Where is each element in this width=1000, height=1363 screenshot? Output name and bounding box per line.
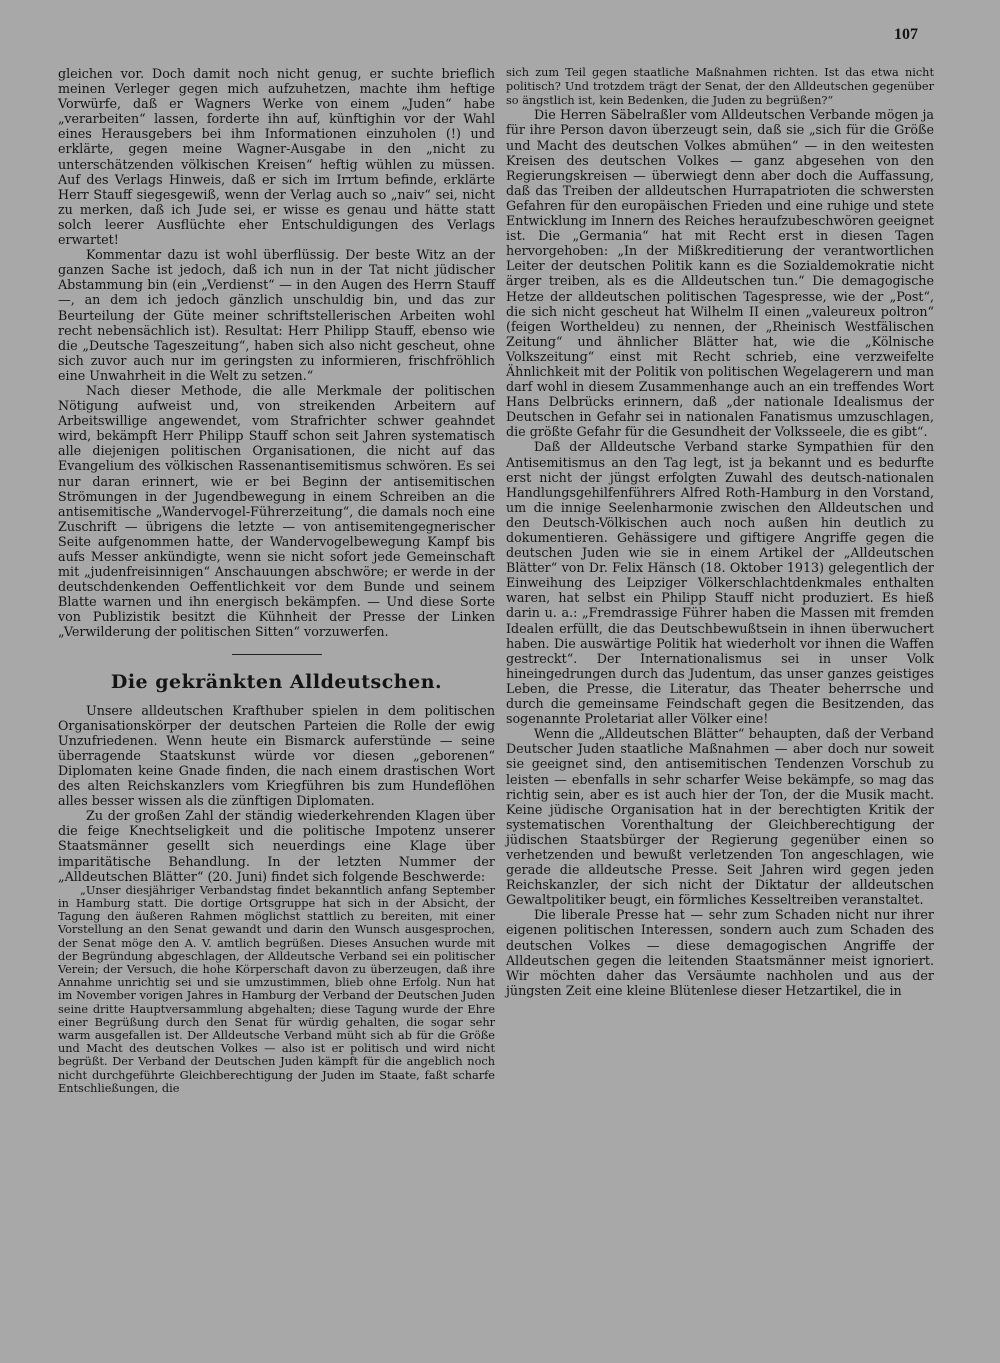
article-headline: Die gekränkten Alldeutschen.: [110, 670, 443, 693]
right-column: [506, 66, 934, 998]
paragraph: Die liberale Presse hat — sehr zum Schaden nicht nur ihrer eigenen politischen Interessen, sondern auch zum Schaden des deutschen Volkes — diese demagogischen Angriffe der Alldeutschen gegen die leitenden Staatsmänner meist ignoriert. Wir möchten daher das Versäumte nachholen und aus der jüngsten Zeit eine kleine Blütenlese dieser Hetzartikel, die in: [506, 907, 934, 998]
paragraph: Unsere alldeutschen Krafthuber spielen in dem politischen Organisationskörper der deutschen Parteien die Rolle der ewig Unzufriedenen. Wenn heute ein Bismarck auferstünde — seine überragende Staatskunst würde vor diesen „geborenen“ Diplomaten keine Gnade finden, die nach einem drastischen Wort des alten Reichskanzlers vom Kriegführen bis zum Hundeflöhen alles besser wissen als die zünftigen Diplomaten.: [58, 702, 495, 809]
paragraph: Kommentar dazu ist wohl überflüssig. Der beste Witz an der ganzen Sache ist jedoch, daß ich nun in der Tat nicht jüdischer Abstammung bin (ein „Verdienst“ — in den Augen des Herrn Stauff —, an dem ich jedoch gänzlich unschuldig bin, und das zur Beurteilung der Güte meiner schriftstellerischen Arbeiten wohl recht nebensächlich ist). Resultat: Herr Philipp Stauff, ebenso wie die „Deutsche Tageszeitung“, haben sich also nicht gescheut, ohne sich zuvor auch nur im geringsten zu informieren, frischfröhlich eine Unwahrheit in die Welt zu setzen.“: [58, 247, 495, 383]
paragraph: Daß der Alldeutsche Verband starke Sympathien für den Antisemitismus an den Tag legt, ist ja bekannt und es bedurfte erst nicht der jüngst erfolgten Zuwahl des deutsch-nationalen Handlungsgehilfenführers Alfred Roth-Hamburg in den Vorstand, um die innige Seelenharmonie zwischen den Alldeutschen und den Deutsch-Völkischen auch noch außen hin deutlich zu dokumentieren. Gehässigere und giftigere Angriffe gegen die deutschen Juden wie sie in einem Artikel der „Alldeutschen Blätter“ von Dr. Felix Hänsch (18. Oktober 1913) gelegentlich der Einweihung des Leipziger Völkerschlachtdenkmales enthalten waren, hat selbst ein Philipp Stauff nicht produziert. Es hieß darin u. a.: „Fremdrassige Führer haben die Massen mit fremden Idealen erfüllt, die das Deutschbewußtsein in ihnen überwuchert haben. Die auswärtige Politik hat wiederholt vor ihnen die Waffen gestreckt“. Der Internationalismus sei in unser Volk hineingedrungen durch das Judentum, das unser ganzes geistiges Leben, die Presse, die Literatur, das Theater beherrsche und durch die gemeinsame Feindschaft gegen die Besitzenden, das sogenannte Proletariat aller Völker eine!: [506, 439, 934, 727]
paragraph: Wenn die „Alldeutschen Blätter“ behaupten, daß der Verband Deutscher Juden staatliche Maßnahmen — aber doch nur soweit sie geeignet sind, den antisemitischen Tendenzen Vorschub zu leisten — ebenfalls in sehr scharfer Weise bekämpfe, so mag das richtig sein, aber es ist auch hier der Ton, der die Musik macht. Keine jüdische Organisation hat in der berechtigten Kritik der systematischen Vorenthaltung der Gleichberechtigung der jüdischen Staatsbürger der Regierung gegenüber einen so verhetzenden und bewußt verletzenden Ton angeschlagen, wie gerade die alldeutsche Presse. Seit Jahren wird gegen jeden Reichskanzler, der sich nicht der Diktatur der alldeutschen Gewaltpolitiker beugt, ein förmliches Kesseltreiben veranstaltet.: [506, 726, 934, 908]
left-column: [58, 66, 495, 1095]
section-divider: [232, 654, 322, 655]
paragraph: Die Herren Säbelraßler vom Alldeutschen Verbande mögen ja für ihre Person davon überzeugt sein, daß sie „sich für die Größe und Macht des deutschen Volkes abmühen“ — in den weitesten Kreisen des deutschen Volkes — ganz abgesehen von den Regierungskreisen — überwiegt denn aber doch die Auffassung, daß das Treiben der alldeutschen Hurrapatrioten die schwersten Gefahren für den europäischen Frieden und eine ruhige und stete Entwicklung im Innern des Reiches heraufzubeschwören geeignet ist. Die „Germania“ hat mit Recht erst in diesen Tagen hervorgehoben: „In der Mißkreditierung der verantwortlichen Leiter der deutschen Politik kann es die Sozialdemokratie nicht ärger treiben, als es die Alldeutschen tun.“ Die demagogische Hetze der alldeutschen politischen Tagespresse, wie der „Post“, die sich nicht gescheut hat Wilhelm II einen „valeureux poltron“ (feigen Wortheldeu) zu nennen, der „Rheinisch Westfälischen Zeitung“ und ähnlicher Blätter hat, wie die „Kölnische Volkszeitung“ einst mit Recht schrieb, eine verzweifelte Ähnlichkeit mit der Politik von politischen Wegelagerern und man darf wohl in diesem Zusammenhange auch an ein treffendes Wort Hans Delbrücks erinnern, daß „der nationale Idealismus der Deutschen in Gefahr sei in nationalen Fanatismus umzuschlagen, die größte Gefahr für die Gesundheit der Volksseele, die es gibt“.: [506, 107, 934, 440]
page-number: 107: [894, 26, 918, 43]
paragraph: Nach dieser Methode, die alle Merkmale der politischen Nötigung aufweist und, von streikenden Arbeitern auf Arbeitswillige angewendet, vom Strafrichter schwer geahndet wird, bekämpft Herr Philipp Stauff schon seit Jahren systematisch alle diejenigen politischen Organisationen, die nicht auf das Evangelium des völkischen Rassenantisemitismus schwören. Es sei nur daran erinnert, wie er bei Beginn der antisemitischen Strömungen in der Jugendbewegung in einem Schreiben an die antisemitische „Wandervogel-Führerzeitung“, die damals noch eine Zuschrift — übrigens die letzte — von antisemitengegnerischer Seite aufgenommen hatte, der Wandervogelbewegung Kampf bis aufs Messer ankündigte, wenn sie nicht sofort jede Gemeinschaft mit „judenfreisinnigen“ Anschauungen abschwöre; er werde in der deutschdenkenden Oeffentlichkeit vor dem Bunde und seinem Blatte warnen und ihn energisch bekämpfen. — Und diese Sorte von Publizistik besitzt die Kühnheit der Presse der Linken „Verwilderung der politischen Sitten“ vorzuwerfen.: [58, 382, 495, 640]
paragraph: gleichen vor. Doch damit noch nicht genug, er suchte brieflich meinen Verleger gegen mich aufzuhetzen, machte ihm heftige Vorwürfe, daß er Wagners Werke von einem „Juden“ habe „verarbeiten“ lassen, forderte ihn auf, künftighin vor der Wahl eines Herausgebers bei ihm Informationen einzuholen (!) und erklärte, gegen meine Wagner-Ausgabe in den „nicht zu unterschätzenden völkischen Kreisen“ heftig wühlen zu müssen. Auf des Verlags Hinweis, daß er sich im Irrtum befinde, erklärte Herr Stauff siegesgewiß, wenn der Verlag auch so „naiv“ sei, nicht zu merken, daß ich Jude sei, er wisse es genau und hätte statt solch leerer Ausflüchte eher Entschuldigungen des Verlags erwartet!: [58, 66, 495, 248]
block-quote: „Unser diesjähriger Verbandstag findet bekanntlich anfang September in Hamburg statt. Die dortige Ortsgruppe hat sich in der Absicht, der Tagung den äußeren Rahmen möglichst stattlich zu bereiten, mit einer Vorstellung an den Senat gewandt und darin den Wunsch ausgesprochen, der Senat möge den A. V. amtlich begrüßen. Dieses Ansuchen wurde mit der Begründung abgeschlagen, der Alldeutsche Verband sei ein politischer Verein; der Versuch, die hohe Körperschaft davon zu überzeugen, daß ihre Annahme unrichtig sei und sie umzustimmen, blieb ohne Erfolg. Nun hat im November vorigen Jahres in Hamburg der Verband der Deutschen Juden seine dritte Hauptversammlung abgehalten; diese Tagung wurde der Ehre einer Begrüßung durch den Senat für würdig gehalten, die sogar sehr warm ausgefallen ist. Der Alldeutsche Verband müht sich ab für die Größe und Macht des deutschen Volkes — also ist er politisch und wird nicht begrüßt. Der Verband der Deutschen Juden kämpft für die angeblich noch nicht durchgeführte Gleichberechtigung der Juden im Staate, faßt scharfe Entschließungen, die: [58, 883, 495, 1095]
paragraph: Zu der großen Zahl der ständig wiederkehrenden Klagen über die feige Knechtseligkeit und die politische Impotenz unserer Staatsmänner gesellt sich neuerdings eine Klage über imparitätische Behandlung. In der letzten Nummer der „Alldeutschen Blätter“ (20. Juni) findet sich folgende Beschwerde:: [58, 808, 495, 884]
paragraph: sich zum Teil gegen staatliche Maßnahmen richten. Ist das etwa nicht politisch? Und trotzdem trägt der Senat, der den Alldeutschen gegenüber so ängstlich ist, kein Bedenken, die Juden zu begrüßen?“: [506, 66, 934, 107]
